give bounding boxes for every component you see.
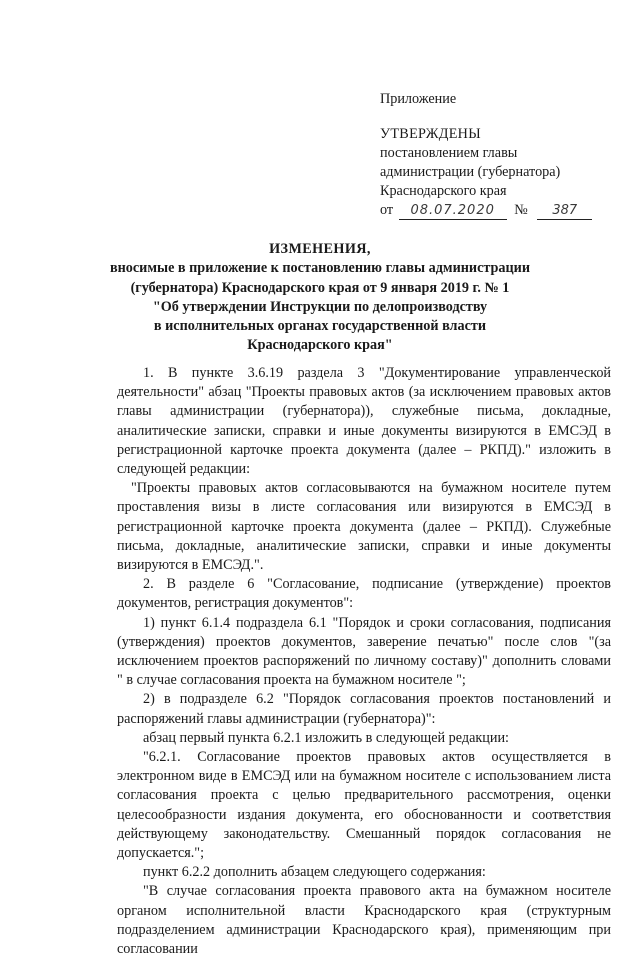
document-heading: [0, 240, 640, 356]
approval-line-2: администрации (губернатора): [380, 164, 561, 180]
approval-date-line: [380, 201, 592, 221]
heading-line-3: "Об утверждении Инструкции по делопроизводству: [152, 298, 488, 315]
handwritten-number: 387: [537, 203, 592, 220]
appendix-label: Приложение: [380, 91, 457, 107]
paragraph-5: 2) в подразделе 6.2 "Порядок согласования проектов постановлений и распоряжений главы администрации (губернатора)":: [117, 691, 611, 727]
heading-title: ИЗМЕНЕНИЯ,: [269, 241, 371, 257]
paragraph-7: "6.2.1. Согласование проектов правовых актов осуществляется в электронном виде в ЕМСЭД или на бумажном носителе с использованием листа согласования проекта с целью предварительного рассмотрения, оценки целесообразности издания документа, его обоснованности и соответствия действующему законодательству. Смешанный порядок согласования не допускается.";: [117, 749, 611, 862]
heading-line-2: (губернатора) Краснодарского края от 9 января 2019 г. № 1: [130, 279, 510, 296]
paragraph-9: "В случае согласования проекта правового акта на бумажном носителе органом исполнительной власти Краснодарского края (структурным подразделением администрации Краснодарского края), применяющим при согласовании: [117, 883, 611, 958]
number-sign: №: [514, 202, 528, 218]
paragraph-4: 1) пункт 6.1.4 подраздела 6.1 "Порядок и сроки согласования, подписания (утверждения) проектов документов, заверение печатью" после слов "(за исключением проектов распоряжений по личному составу)" дополнить словами " в случае согласования проекта на бумажном носителе ";: [117, 614, 611, 689]
approved-label: УТВЕРЖДЕНЫ: [380, 126, 481, 142]
paragraph-3: 2. В разделе 6 "Согласование, подписание (утверждение) проектов документов, регистрация документов":: [117, 576, 611, 612]
heading-line-4: в исполнительных органах государственной власти: [153, 318, 487, 335]
document-body: [117, 364, 611, 959]
approval-line-1: постановлением главы: [380, 145, 518, 161]
heading-line-1: вносимые в приложение к постановлению главы администрации: [109, 260, 531, 277]
handwritten-date: 08.07.2020: [399, 203, 507, 220]
paragraph-1: 1. В пункте 3.6.19 раздела 3 "Документирование управленческой деятельности" абзац "Проекты правовых актов (за исключением правовых актов главы администрации (губернатора)), служебные письма, докладные, аналитические записки, справки и иные документы визируются в ЕМСЭД в регистрационной карточке проекта документа (далее – РКПД)." изложить в следующей редакции:: [117, 365, 611, 478]
paragraph-2: "Проекты правовых актов согласовываются на бумажном носителе путем проставления визы в листе согласования или визируются в ЕМСЭД в регистрационной карточке проекта документа (далее – РКПД). Служебные письма, докладные, аналитические записки, справки и иные документы визируются в ЕМСЭД.".: [117, 480, 611, 574]
paragraph-6: абзац первый пункта 6.2.1 изложить в следующей редакции:: [143, 729, 509, 746]
heading-line-5: Краснодарского края": [247, 337, 393, 354]
date-prefix: от: [380, 202, 394, 218]
approval-line-3: Краснодарского края: [380, 183, 507, 199]
paragraph-8: пункт 6.2.2 дополнить абзацем следующего содержания:: [143, 864, 486, 881]
